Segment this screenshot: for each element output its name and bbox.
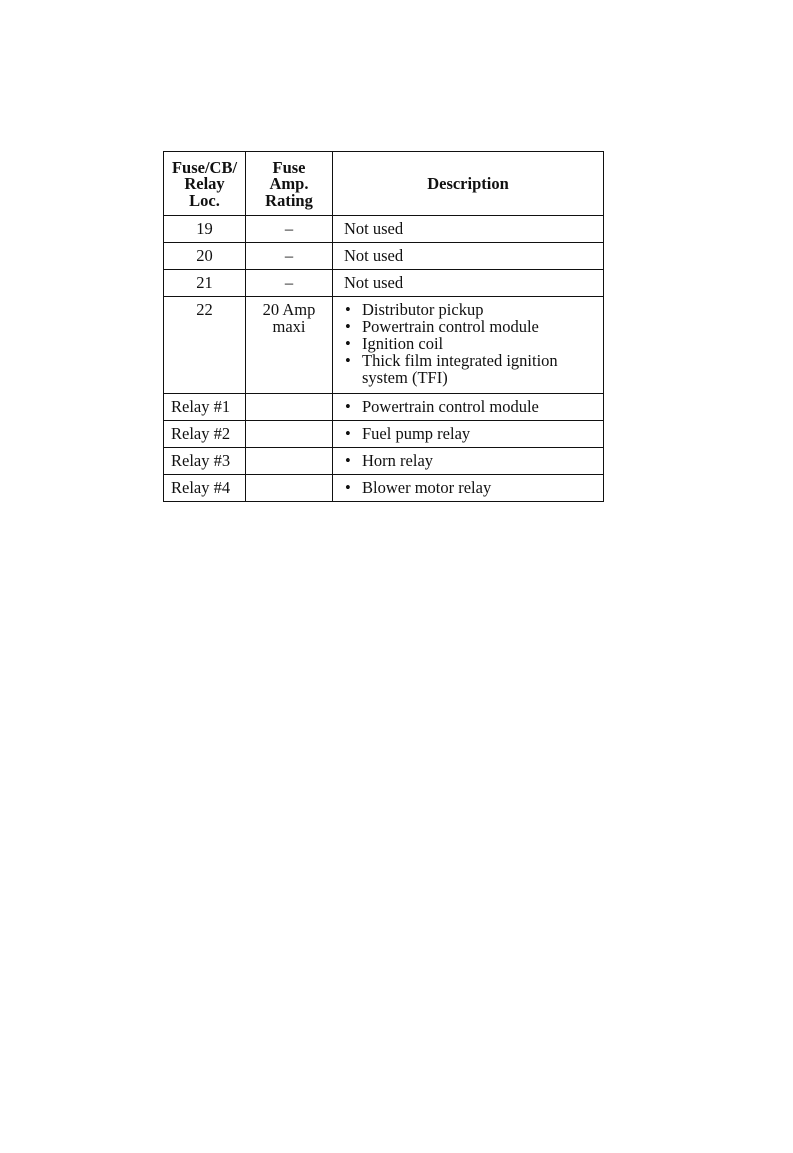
cell-location: Relay #1 bbox=[164, 394, 246, 421]
cell-location: 22 bbox=[164, 297, 246, 394]
cell-location: Relay #3 bbox=[164, 448, 246, 475]
list-item bbox=[344, 301, 603, 318]
cell-description: Not used bbox=[333, 216, 604, 243]
header-rating bbox=[246, 152, 333, 216]
cell-location: 19 bbox=[164, 216, 246, 243]
bullet-list bbox=[344, 301, 603, 386]
bullet-icon: • bbox=[345, 424, 351, 443]
cell-description bbox=[333, 448, 604, 475]
list-item bbox=[344, 352, 603, 386]
header-location bbox=[164, 152, 246, 216]
list-item-text: Distributor pickup bbox=[362, 300, 484, 319]
cell-rating bbox=[246, 475, 333, 502]
bullet-icon: • bbox=[345, 478, 351, 497]
rating-line: maxi bbox=[272, 317, 306, 336]
bullet-icon: • bbox=[345, 351, 351, 370]
cell-description bbox=[333, 421, 604, 448]
cell-rating: – bbox=[246, 270, 333, 297]
list-item bbox=[344, 335, 603, 352]
bullet-icon: • bbox=[345, 451, 351, 470]
list-item-text: Fuel pump relay bbox=[362, 424, 471, 443]
table-row bbox=[164, 216, 604, 243]
table-row bbox=[164, 243, 604, 270]
list-item bbox=[344, 479, 603, 496]
list-item-text: Horn relay bbox=[362, 451, 434, 470]
table-row bbox=[164, 297, 604, 394]
rating-line: 20 Amp bbox=[262, 300, 316, 319]
header-description: Description bbox=[333, 152, 604, 216]
cell-location: Relay #4 bbox=[164, 475, 246, 502]
header-rating-line: Rating bbox=[265, 190, 313, 210]
table-row bbox=[164, 421, 604, 448]
bullet-icon: • bbox=[345, 300, 351, 319]
cell-rating: – bbox=[246, 216, 333, 243]
cell-location: Relay #2 bbox=[164, 421, 246, 448]
header-location-line: Fuse/CB/ bbox=[171, 157, 238, 177]
header-location-line: Loc. bbox=[189, 190, 220, 210]
table-row bbox=[164, 475, 604, 502]
cell-location: 20 bbox=[164, 243, 246, 270]
cell-rating bbox=[246, 394, 333, 421]
header-rating-line: Fuse bbox=[272, 157, 306, 177]
cell-description bbox=[333, 297, 604, 394]
list-item-text: Powertrain control module bbox=[362, 397, 539, 416]
cell-rating bbox=[246, 421, 333, 448]
cell-rating: – bbox=[246, 243, 333, 270]
list-item bbox=[344, 398, 603, 415]
list-item-text: Ignition coil bbox=[362, 334, 444, 353]
cell-description: Not used bbox=[333, 243, 604, 270]
cell-rating bbox=[246, 297, 333, 394]
table-row bbox=[164, 270, 604, 297]
table-row bbox=[164, 394, 604, 421]
cell-description bbox=[333, 475, 604, 502]
table-row bbox=[164, 448, 604, 475]
header-location-line: Relay bbox=[184, 174, 225, 194]
table-header-row bbox=[164, 152, 604, 216]
bullet-list bbox=[344, 479, 603, 496]
bullet-list bbox=[344, 398, 603, 415]
cell-location: 21 bbox=[164, 270, 246, 297]
bullet-list bbox=[344, 452, 603, 469]
fuse-relay-table bbox=[163, 151, 604, 502]
list-item bbox=[344, 452, 603, 469]
cell-rating bbox=[246, 448, 333, 475]
list-item-text: Thick film integrated ignition system (TFI) bbox=[362, 351, 558, 387]
cell-description bbox=[333, 394, 604, 421]
bullet-icon: • bbox=[345, 334, 351, 353]
list-item bbox=[344, 425, 603, 442]
bullet-icon: • bbox=[345, 397, 351, 416]
list-item bbox=[344, 318, 603, 335]
list-item-text: Powertrain control module bbox=[362, 317, 539, 336]
bullet-list bbox=[344, 425, 603, 442]
list-item-text: Blower motor relay bbox=[362, 478, 492, 497]
cell-description: Not used bbox=[333, 270, 604, 297]
header-rating-line: Amp. bbox=[269, 174, 309, 194]
bullet-icon: • bbox=[345, 317, 351, 336]
